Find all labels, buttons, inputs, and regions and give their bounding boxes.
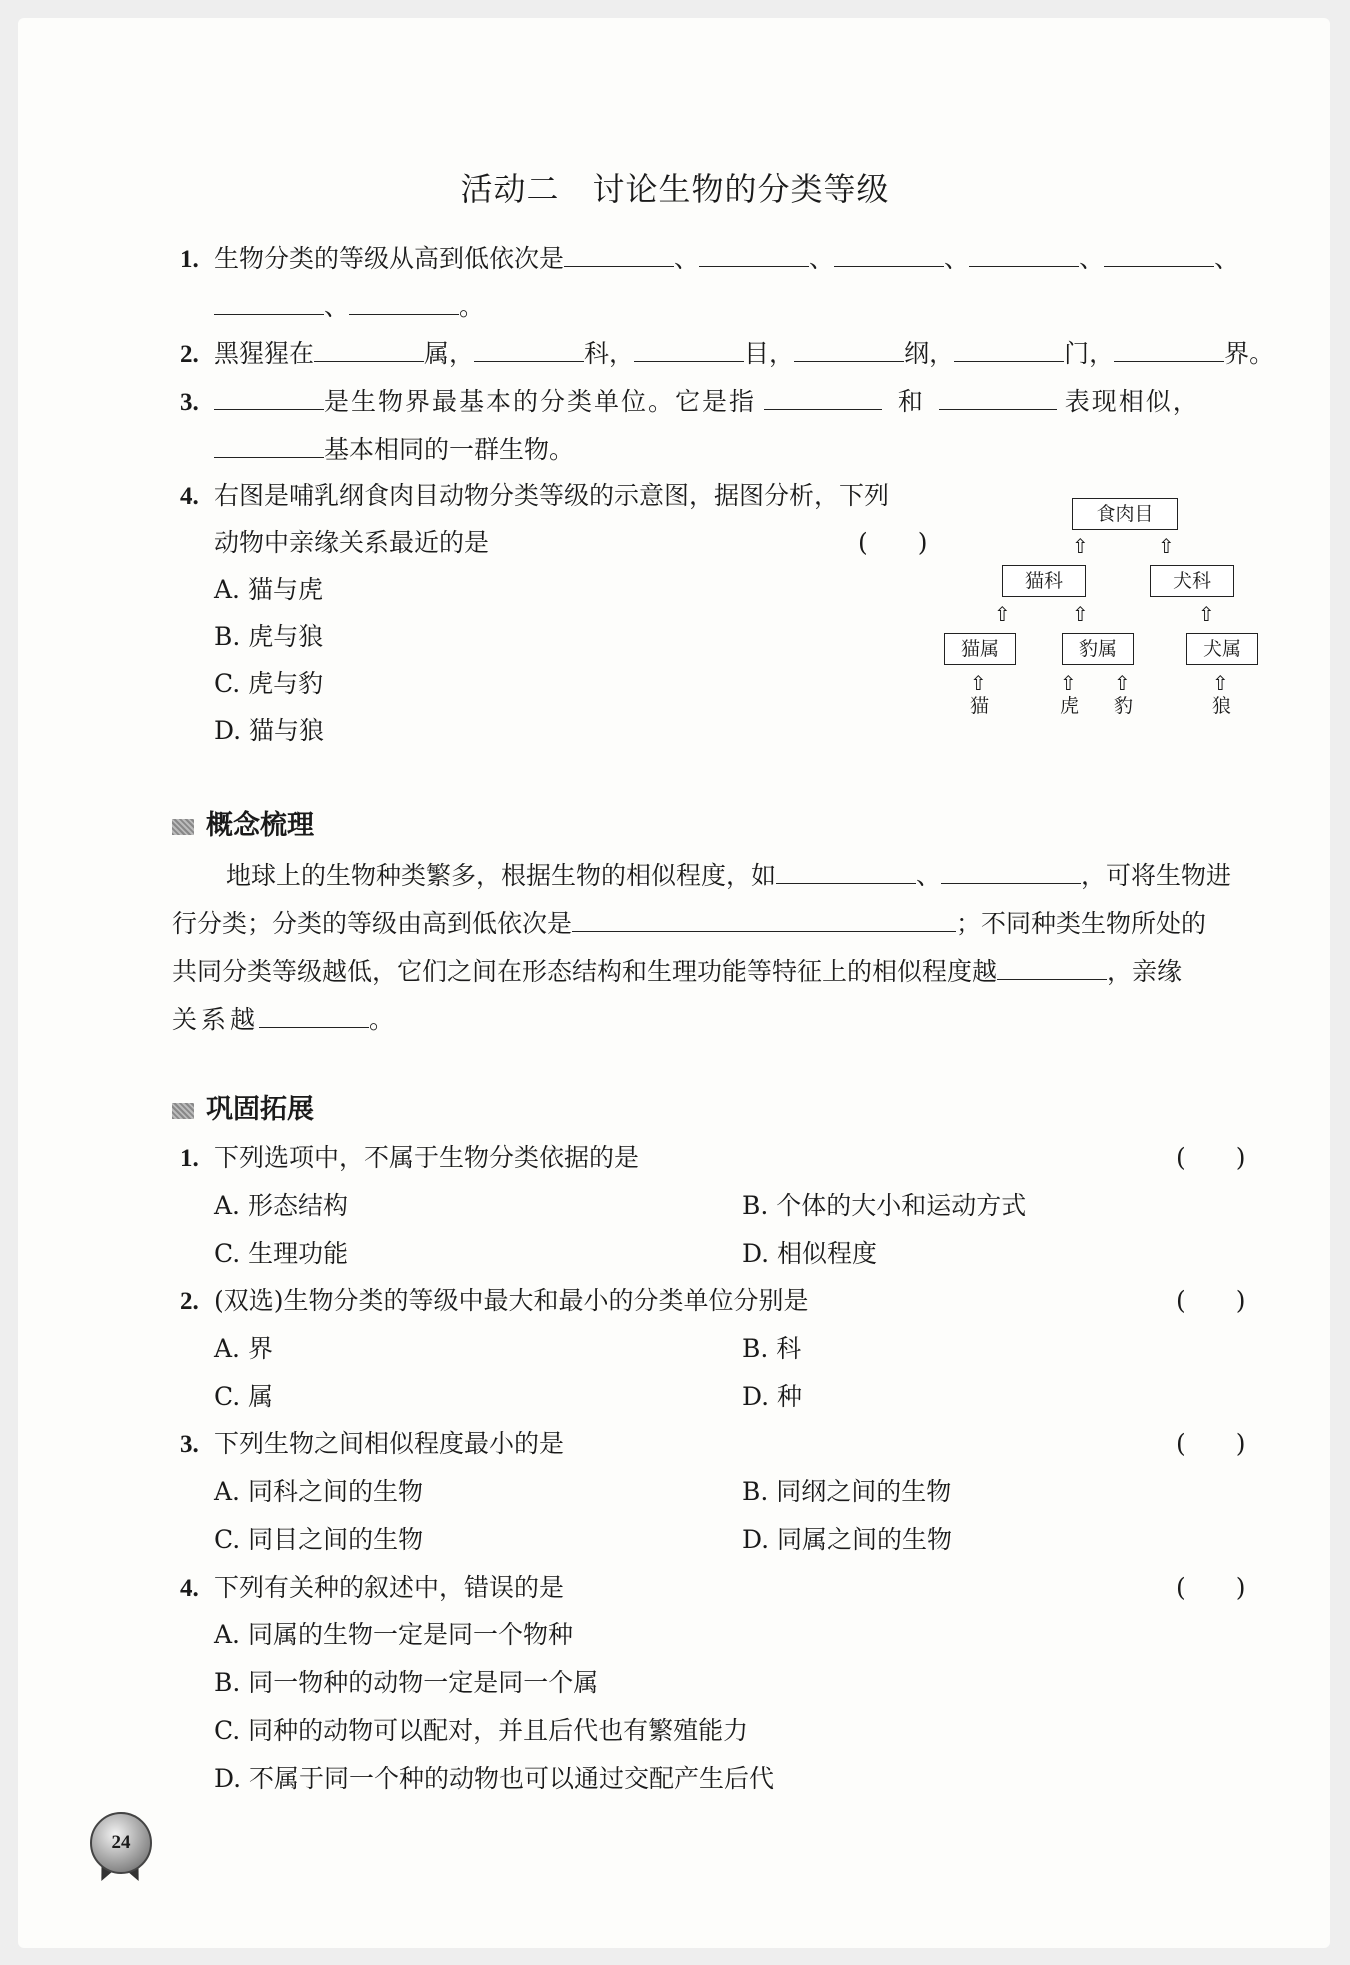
answer-blank[interactable]	[214, 431, 324, 458]
answer-paren[interactable]: ( )	[1176, 1429, 1246, 1458]
answer-paren[interactable]: ( )	[1176, 1286, 1246, 1315]
up-arrow-icon: ⇧	[1198, 602, 1215, 626]
question-3: 3. 是生物界最基本的分类单位。它是指 和 表现相似，	[180, 383, 1200, 420]
option-b[interactable]: B. 同一物种的动物一定是同一个属	[214, 1668, 599, 1697]
answer-blank[interactable]	[214, 383, 324, 410]
tree-leaf-cat: 猫	[970, 695, 990, 717]
answer-blank[interactable]	[259, 1001, 369, 1028]
option-a[interactable]: A. 同科之间的生物	[214, 1477, 423, 1506]
option-c[interactable]: C. 虎与豹	[214, 669, 324, 698]
tree-node-genus-cat: 猫属	[944, 633, 1016, 665]
option-d[interactable]: D. 种	[742, 1382, 803, 1411]
concept-line-3: 共同分类等级越低，它们之间在形态结构和生理功能等特征上的相似程度越 ，亲缘	[172, 953, 1182, 989]
page-number-badge: 24	[90, 1812, 152, 1874]
option-d[interactable]: D. 同属之间的生物	[742, 1525, 953, 1554]
answer-blank[interactable]	[997, 953, 1107, 980]
up-arrow-icon: ⇧	[1072, 534, 1089, 558]
tree-leaf-leopard: 豹	[1114, 695, 1134, 717]
question-4: 4. 右图是哺乳纲食肉目动物分类等级的示意图，据图分析，下列	[180, 481, 890, 510]
section-marker-icon	[172, 1103, 194, 1119]
extend-question-2: 2. (双选)生物分类的等级中最大和最小的分类单位分别是	[180, 1286, 809, 1315]
answer-blank[interactable]	[764, 383, 882, 410]
answer-blank[interactable]	[1104, 240, 1214, 267]
option-a[interactable]: A. 界	[214, 1334, 273, 1363]
option-c[interactable]: C. 同种的动物可以配对，并且后代也有繁殖能力	[214, 1716, 749, 1745]
answer-blank[interactable]	[969, 240, 1079, 267]
option-d[interactable]: D. 猫与狼	[214, 716, 325, 745]
question-3-cont: 基本相同的一群生物。	[214, 431, 574, 467]
option-a[interactable]: A. 形态结构	[214, 1191, 348, 1220]
extend-question-1: 1. 下列选项中，不属于生物分类依据的是	[180, 1143, 640, 1172]
answer-paren[interactable]: ( )	[1176, 1573, 1246, 1602]
answer-blank[interactable]	[564, 240, 674, 267]
option-b[interactable]: B. 个体的大小和运动方式	[742, 1191, 1027, 1220]
answer-blank[interactable]	[214, 288, 324, 315]
up-arrow-icon: ⇧	[1212, 671, 1229, 695]
answer-blank[interactable]	[794, 335, 904, 362]
concept-line-4: 关系越 。	[172, 1001, 394, 1037]
up-arrow-icon: ⇧	[1060, 671, 1077, 695]
extend-question-4: 4. 下列有关种的叙述中，错误的是	[180, 1573, 565, 1602]
answer-paren[interactable]: ( )	[1176, 1143, 1246, 1172]
option-a[interactable]: A. 猫与虎	[214, 575, 323, 604]
section-heading-concept: 概念梳理	[172, 809, 314, 843]
tree-node-family-cat: 猫科	[1002, 565, 1086, 597]
option-b[interactable]: B. 科	[742, 1334, 802, 1363]
tree-leaf-tiger: 虎	[1060, 695, 1080, 717]
concept-line-1: 地球上的生物种类繁多，根据生物的相似程度，如 、 ，可将生物进	[226, 857, 1231, 893]
answer-blank[interactable]	[572, 905, 956, 932]
option-c[interactable]: C. 属	[214, 1382, 274, 1411]
option-d[interactable]: D. 相似程度	[742, 1239, 878, 1268]
tree-node-family-dog: 犬科	[1150, 565, 1234, 597]
answer-blank[interactable]	[314, 335, 424, 362]
up-arrow-icon: ⇧	[1114, 671, 1131, 695]
answer-blank[interactable]	[939, 383, 1057, 410]
concept-line-2: 行分类；分类的等级由高到低依次是 ；不同种类生物所处的	[172, 905, 1206, 941]
answer-paren[interactable]: ( )	[858, 528, 928, 557]
option-b[interactable]: B. 同纲之间的生物	[742, 1477, 952, 1506]
up-arrow-icon: ⇧	[970, 671, 987, 695]
question-1: 1. 生物分类的等级从高到低依次是 、 、 、 、 、	[180, 240, 1239, 277]
section-marker-icon	[172, 819, 194, 835]
question-4-cont: 动物中亲缘关系最近的是	[214, 528, 490, 557]
answer-blank[interactable]	[776, 857, 916, 884]
answer-blank[interactable]	[474, 335, 584, 362]
option-d[interactable]: D. 不属于同一个种的动物也可以通过交配产生后代	[214, 1764, 775, 1793]
up-arrow-icon: ⇧	[1158, 534, 1175, 558]
answer-blank[interactable]	[634, 335, 744, 362]
answer-blank[interactable]	[941, 857, 1081, 884]
extend-question-3: 3. 下列生物之间相似程度最小的是	[180, 1429, 565, 1458]
option-c[interactable]: C. 生理功能	[214, 1239, 349, 1268]
tree-node-order: 食肉目	[1072, 498, 1178, 530]
answer-blank[interactable]	[834, 240, 944, 267]
page-title: 活动二 讨论生物的分类等级	[460, 170, 890, 208]
tree-node-genus-dog: 犬属	[1186, 633, 1258, 665]
question-1-cont: 、 。	[214, 288, 484, 324]
section-heading-extend: 巩固拓展	[172, 1093, 314, 1127]
tree-node-genus-leopard: 豹属	[1062, 633, 1134, 665]
option-c[interactable]: C. 同目之间的生物	[214, 1525, 424, 1554]
tree-leaf-wolf: 狼	[1212, 695, 1232, 717]
answer-blank[interactable]	[349, 288, 459, 315]
answer-blank[interactable]	[699, 240, 809, 267]
option-b[interactable]: B. 虎与狼	[214, 622, 324, 651]
up-arrow-icon: ⇧	[994, 602, 1011, 626]
answer-blank[interactable]	[1114, 335, 1224, 362]
question-2: 2. 黑猩猩在 属， 科， 目， 纲， 门， 界。	[180, 335, 1274, 372]
option-a[interactable]: A. 同属的生物一定是同一个物种	[214, 1620, 573, 1649]
answer-blank[interactable]	[954, 335, 1064, 362]
up-arrow-icon: ⇧	[1072, 602, 1089, 626]
